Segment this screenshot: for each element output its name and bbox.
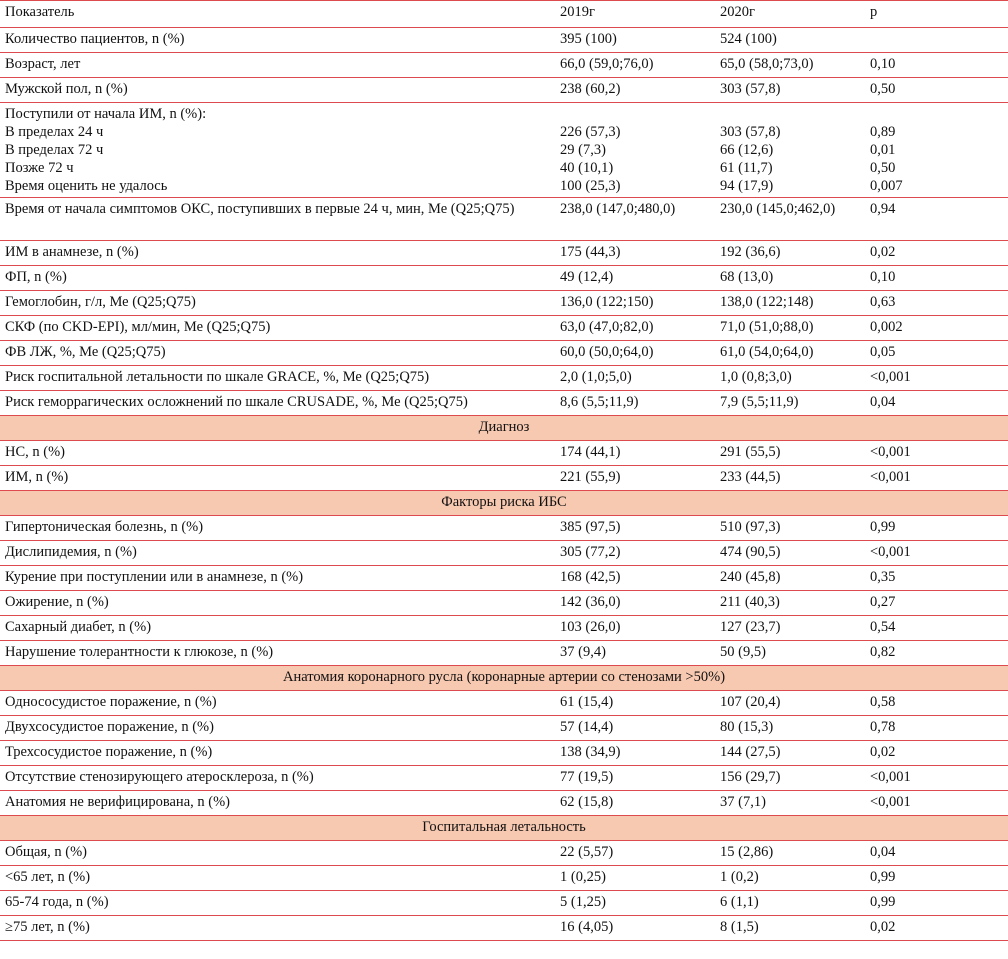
cell-line: 238,0 (147,0;480,0) [560, 201, 676, 217]
cell-line: 0,99 [870, 869, 896, 885]
value-2019-cell [555, 28, 715, 53]
cell-line: 138,0 (122;148) [720, 294, 814, 310]
section-header: Факторы риска ИБС [0, 491, 1008, 516]
cell-line: Количество пациентов, n (%) [5, 31, 185, 47]
cell-line: Время оценить не удалось [5, 178, 168, 194]
p-value-cell [865, 266, 1008, 291]
value-2020-cell [715, 103, 865, 198]
cell-line: 221 (55,9) [560, 469, 621, 485]
cell-line: 0,02 [870, 244, 896, 260]
table-row [0, 391, 1008, 416]
value-2020-cell [715, 266, 865, 291]
table-row [0, 103, 1008, 198]
value-2019-cell [555, 616, 715, 641]
cell-line: 138 (34,9) [560, 744, 621, 760]
section-header-row [0, 666, 1008, 691]
value-2020-cell [715, 741, 865, 766]
cell-line: 0,78 [870, 719, 896, 735]
p-value-cell [865, 316, 1008, 341]
indicator-cell [0, 441, 555, 466]
table-row [0, 366, 1008, 391]
value-2019-cell [555, 316, 715, 341]
table-row [0, 791, 1008, 816]
cell-line: Гемоглобин, г/л, Ме (Q25;Q75) [5, 294, 196, 310]
value-2019-cell [555, 741, 715, 766]
value-2019-cell [555, 366, 715, 391]
indicator-cell [0, 616, 555, 641]
cell-line: 0,94 [870, 201, 896, 217]
indicator-cell [0, 691, 555, 716]
cell-line: 40 (10,1) [560, 160, 614, 176]
cell-line: 62 (15,8) [560, 794, 614, 810]
cell-line: Общая, n (%) [5, 844, 87, 860]
section-header: Диагноз [0, 416, 1008, 441]
cell-line: <0,001 [870, 369, 911, 385]
cell-line: 385 (97,5) [560, 519, 621, 535]
value-2019-cell [555, 198, 715, 241]
cell-line: 107 (20,4) [720, 694, 781, 710]
table-row [0, 28, 1008, 53]
cell-line [870, 105, 1003, 123]
cell-line: Нарушение толерантности к глюкозе, n (%) [5, 644, 274, 660]
indicator-cell [0, 103, 555, 198]
cell-line: <65 лет, n (%) [5, 869, 91, 885]
value-2020-cell [715, 441, 865, 466]
cell-line: 49 (12,4) [560, 269, 614, 285]
cell-line: 0,50 [870, 160, 896, 176]
cell-line: 233 (44,5) [720, 469, 781, 485]
cell-line: В пределах 72 ч [5, 142, 104, 158]
table-row [0, 641, 1008, 666]
indicator-cell [0, 341, 555, 366]
cell-line: 50 (9,5) [720, 644, 766, 660]
cell-line: 305 (77,2) [560, 544, 621, 560]
value-2020-cell [715, 291, 865, 316]
header-2020: 2020г [715, 1, 865, 28]
cell-line: 174 (44,1) [560, 444, 621, 460]
header-p: p [865, 1, 1008, 28]
indicator-cell [0, 891, 555, 916]
value-2020-cell [715, 766, 865, 791]
value-2019-cell [555, 341, 715, 366]
cell-line: Анатомия не верифицирована, n (%) [5, 794, 230, 810]
indicator-cell [0, 391, 555, 416]
indicator-cell [0, 566, 555, 591]
cell-line: Однососудистое поражение, n (%) [5, 694, 217, 710]
value-2020-cell [715, 198, 865, 241]
cell-line: Гипертоническая болезнь, n (%) [5, 519, 204, 535]
cell-line: Возраст, лет [5, 56, 81, 72]
p-value-cell [865, 291, 1008, 316]
p-value-cell [865, 741, 1008, 766]
indicator-cell [0, 591, 555, 616]
cell-line: 524 (100) [720, 31, 777, 47]
cell-line: <0,001 [870, 444, 911, 460]
cell-line: 156 (29,7) [720, 769, 781, 785]
value-2020-cell [715, 841, 865, 866]
cell-line: 0,99 [870, 894, 896, 910]
cell-line: 238 (60,2) [560, 81, 621, 97]
value-2019-cell [555, 516, 715, 541]
p-value-cell [865, 341, 1008, 366]
p-value-cell [865, 466, 1008, 491]
indicator-cell [0, 366, 555, 391]
indicator-cell [0, 716, 555, 741]
value-2020-cell [715, 466, 865, 491]
table-row [0, 516, 1008, 541]
table-row [0, 291, 1008, 316]
table-row [0, 241, 1008, 266]
value-2019-cell [555, 241, 715, 266]
indicator-cell [0, 541, 555, 566]
cell-line: <0,001 [870, 794, 911, 810]
cell-line: 1,0 (0,8;3,0) [720, 369, 792, 385]
value-2019-cell [555, 291, 715, 316]
p-value-cell [865, 841, 1008, 866]
p-value-cell [865, 28, 1008, 53]
table-row [0, 566, 1008, 591]
cell-line: 230,0 (145,0;462,0) [720, 201, 836, 217]
cell-line: 0,05 [870, 344, 896, 360]
cell-line: 0,89 [870, 124, 896, 140]
cell-line: 61 (11,7) [720, 160, 773, 176]
indicator-cell [0, 266, 555, 291]
cell-line: 71,0 (51,0;88,0) [720, 319, 814, 335]
value-2019-cell [555, 916, 715, 941]
value-2020-cell [715, 866, 865, 891]
header-row [0, 1, 1008, 28]
indicator-cell [0, 198, 555, 241]
cell-line: 291 (55,5) [720, 444, 781, 460]
table-row [0, 891, 1008, 916]
cell-line: Отсутствие стенозирующего атеросклероза, n (%) [5, 769, 314, 785]
value-2019-cell [555, 566, 715, 591]
value-2020-cell [715, 616, 865, 641]
cell-line: 37 (7,1) [720, 794, 766, 810]
cell-line: 63,0 (47,0;82,0) [560, 319, 654, 335]
cell-line: <0,001 [870, 769, 911, 785]
cell-line: 211 (40,3) [720, 594, 780, 610]
cell-line: 8,6 (5,5;11,9) [560, 394, 639, 410]
p-value-cell [865, 891, 1008, 916]
value-2020-cell [715, 716, 865, 741]
p-value-cell [865, 53, 1008, 78]
value-2020-cell [715, 591, 865, 616]
cell-line: 16 (4,05) [560, 919, 614, 935]
value-2019-cell [555, 691, 715, 716]
indicator-cell [0, 766, 555, 791]
table-row [0, 716, 1008, 741]
cell-line: <0,001 [870, 469, 911, 485]
cell-line: 65-74 года, n (%) [5, 894, 109, 910]
indicator-cell [0, 78, 555, 103]
indicator-cell [0, 916, 555, 941]
value-2020-cell [715, 641, 865, 666]
table-row [0, 866, 1008, 891]
p-value-cell [865, 916, 1008, 941]
indicator-cell [0, 316, 555, 341]
value-2019-cell [555, 766, 715, 791]
indicator-cell [0, 28, 555, 53]
cell-line: 60,0 (50,0;64,0) [560, 344, 654, 360]
table-row [0, 841, 1008, 866]
cell-line: СКФ (по CKD-EPI), мл/мин, Ме (Q25;Q75) [5, 319, 271, 335]
header-indicator: Показатель [0, 1, 555, 28]
cell-line: В пределах 24 ч [5, 124, 104, 140]
cell-line: Дислипидемия, n (%) [5, 544, 137, 560]
p-value-cell [865, 591, 1008, 616]
value-2020-cell [715, 341, 865, 366]
cell-line: 6 (1,1) [720, 894, 759, 910]
value-2019-cell [555, 841, 715, 866]
cell-line: 0,35 [870, 569, 896, 585]
cell-line: 0,04 [870, 394, 896, 410]
p-value-cell [865, 241, 1008, 266]
value-2020-cell [715, 541, 865, 566]
table-row [0, 441, 1008, 466]
cell-line: 1 (0,25) [560, 869, 606, 885]
cell-line: 226 (57,3) [560, 124, 621, 140]
table-row [0, 916, 1008, 941]
cell-line: 61,0 (54,0;64,0) [720, 344, 814, 360]
section-header: Госпитальная летальность [0, 816, 1008, 841]
cell-line: 2,0 (1,0;5,0) [560, 369, 632, 385]
value-2020-cell [715, 316, 865, 341]
table-row [0, 766, 1008, 791]
cell-line [870, 30, 1003, 48]
cell-line: 127 (23,7) [720, 619, 781, 635]
cell-line: Риск госпитальной летальности по шкале GRACE, %, Ме (Q25;Q75) [5, 369, 430, 385]
indicator-cell [0, 466, 555, 491]
cell-line: 68 (13,0) [720, 269, 774, 285]
cell-line: 66 (12,6) [720, 142, 774, 158]
value-2020-cell [715, 566, 865, 591]
value-2019-cell [555, 591, 715, 616]
cell-line: Ожирение, n (%) [5, 594, 109, 610]
cell-line: НС, n (%) [5, 444, 66, 460]
cell-line: 15 (2,86) [720, 844, 774, 860]
cell-line: 0,04 [870, 844, 896, 860]
cell-line: 0,58 [870, 694, 896, 710]
cell-line: 192 (36,6) [720, 244, 781, 260]
cell-line: 29 (7,3) [560, 142, 606, 158]
p-value-cell [865, 791, 1008, 816]
p-value-cell [865, 78, 1008, 103]
cell-line: 103 (26,0) [560, 619, 621, 635]
value-2019-cell [555, 103, 715, 198]
cell-line: 240 (45,8) [720, 569, 781, 585]
table-row [0, 78, 1008, 103]
value-2020-cell [715, 28, 865, 53]
cell-line: 0,27 [870, 594, 896, 610]
value-2019-cell [555, 641, 715, 666]
cell-line: ФП, n (%) [5, 269, 67, 285]
cell-line: 136,0 (122;150) [560, 294, 654, 310]
table-row [0, 316, 1008, 341]
value-2020-cell [715, 516, 865, 541]
cell-line: 57 (14,4) [560, 719, 614, 735]
cell-line: Трехсосудистое поражение, n (%) [5, 744, 213, 760]
p-value-cell [865, 541, 1008, 566]
cell-line: 0,82 [870, 644, 896, 660]
value-2019-cell [555, 541, 715, 566]
cell-line: 474 (90,5) [720, 544, 781, 560]
value-2020-cell [715, 916, 865, 941]
value-2019-cell [555, 266, 715, 291]
p-value-cell [865, 641, 1008, 666]
cell-line: Сахарный диабет, n (%) [5, 619, 152, 635]
cell-line: 0,002 [870, 319, 903, 335]
section-header-row [0, 491, 1008, 516]
value-2020-cell [715, 391, 865, 416]
value-2019-cell [555, 466, 715, 491]
p-value-cell [865, 766, 1008, 791]
value-2020-cell [715, 53, 865, 78]
cell-line: Позже 72 ч [5, 160, 74, 176]
cell-line: 175 (44,3) [560, 244, 621, 260]
cell-line: 5 (1,25) [560, 894, 606, 910]
value-2019-cell [555, 78, 715, 103]
table-row [0, 616, 1008, 641]
table-row [0, 591, 1008, 616]
value-2020-cell [715, 691, 865, 716]
header-2019: 2019г [555, 1, 715, 28]
value-2020-cell [715, 791, 865, 816]
value-2019-cell [555, 866, 715, 891]
p-value-cell [865, 391, 1008, 416]
table-row [0, 198, 1008, 241]
p-value-cell [865, 441, 1008, 466]
cell-line: 1 (0,2) [720, 869, 759, 885]
cell-line: 142 (36,0) [560, 594, 621, 610]
cell-line: 168 (42,5) [560, 569, 621, 585]
table-body [0, 1, 1008, 941]
cell-line: 0,02 [870, 919, 896, 935]
cell-line: ≥75 лет, n (%) [5, 919, 90, 935]
cell-line: 77 (19,5) [560, 769, 614, 785]
cell-line: 7,9 (5,5;11,9) [720, 394, 799, 410]
cell-line: ФВ ЛЖ, %, Ме (Q25;Q75) [5, 344, 166, 360]
value-2020-cell [715, 241, 865, 266]
value-2020-cell [715, 366, 865, 391]
cell-line: Поступили от начала ИМ, n (%): [5, 106, 207, 122]
value-2019-cell [555, 716, 715, 741]
cell-line: 303 (57,8) [720, 124, 781, 140]
indicator-cell [0, 741, 555, 766]
section-header-row [0, 416, 1008, 441]
cell-line: 80 (15,3) [720, 719, 774, 735]
cell-line: 0,99 [870, 519, 896, 535]
cell-line: 94 (17,9) [720, 178, 774, 194]
indicator-cell [0, 241, 555, 266]
cell-line: 8 (1,5) [720, 919, 759, 935]
cell-line: Мужской пол, n (%) [5, 81, 128, 97]
value-2019-cell [555, 391, 715, 416]
cell-line: 66,0 (59,0;76,0) [560, 56, 654, 72]
table-row [0, 341, 1008, 366]
cell-line: Риск геморрагических осложнений по шкале CRUSADE, %, Ме (Q25;Q75) [5, 394, 468, 410]
cell-line: 0,63 [870, 294, 896, 310]
value-2020-cell [715, 78, 865, 103]
indicator-cell [0, 841, 555, 866]
cell-line: Двухсосудистое поражение, n (%) [5, 719, 214, 735]
p-value-cell [865, 566, 1008, 591]
p-value-cell [865, 716, 1008, 741]
indicator-cell [0, 641, 555, 666]
value-2019-cell [555, 891, 715, 916]
cell-line: 510 (97,3) [720, 519, 781, 535]
cell-line [560, 105, 710, 123]
cell-line: <0,001 [870, 544, 911, 560]
table-row [0, 266, 1008, 291]
p-value-cell [865, 366, 1008, 391]
indicator-cell [0, 791, 555, 816]
table-row [0, 691, 1008, 716]
p-value-cell [865, 103, 1008, 198]
value-2019-cell [555, 441, 715, 466]
cell-line: 22 (5,57) [560, 844, 614, 860]
p-value-cell [865, 516, 1008, 541]
cell-line: 37 (9,4) [560, 644, 606, 660]
value-2020-cell [715, 891, 865, 916]
value-2019-cell [555, 53, 715, 78]
table-row [0, 53, 1008, 78]
cell-line: 100 (25,3) [560, 178, 621, 194]
cell-line: ИМ, n (%) [5, 469, 69, 485]
p-value-cell [865, 866, 1008, 891]
table-row [0, 741, 1008, 766]
cell-line: 0,54 [870, 619, 896, 635]
cell-line: 303 (57,8) [720, 81, 781, 97]
table-row [0, 541, 1008, 566]
p-value-cell [865, 691, 1008, 716]
cell-line: 0,10 [870, 56, 896, 72]
cell-line: 0,01 [870, 142, 896, 158]
indicator-cell [0, 291, 555, 316]
p-value-cell [865, 616, 1008, 641]
table-row [0, 466, 1008, 491]
indicator-cell [0, 866, 555, 891]
cell-line: 65,0 (58,0;73,0) [720, 56, 814, 72]
section-header-row [0, 816, 1008, 841]
cell-line: 395 (100) [560, 31, 617, 47]
cell-line: Время от начала симптомов ОКС, поступивших в первые 24 ч, мин, Ме (Q25;Q75) [5, 201, 515, 217]
cell-line: 61 (15,4) [560, 694, 614, 710]
cell-line: 0,02 [870, 744, 896, 760]
cell-line [720, 105, 860, 123]
indicator-cell [0, 516, 555, 541]
cell-line: 0,007 [870, 178, 903, 194]
indicator-cell [0, 53, 555, 78]
p-value-cell [865, 198, 1008, 241]
section-header: Анатомия коронарного русла (коронарные артерии со стенозами >50%) [0, 666, 1008, 691]
cell-line: ИМ в анамнезе, n (%) [5, 244, 139, 260]
cell-line: 0,10 [870, 269, 896, 285]
value-2019-cell [555, 791, 715, 816]
cell-line: 144 (27,5) [720, 744, 781, 760]
cell-line: 0,50 [870, 81, 896, 97]
cell-line: Курение при поступлении или в анамнезе, n (%) [5, 569, 304, 585]
